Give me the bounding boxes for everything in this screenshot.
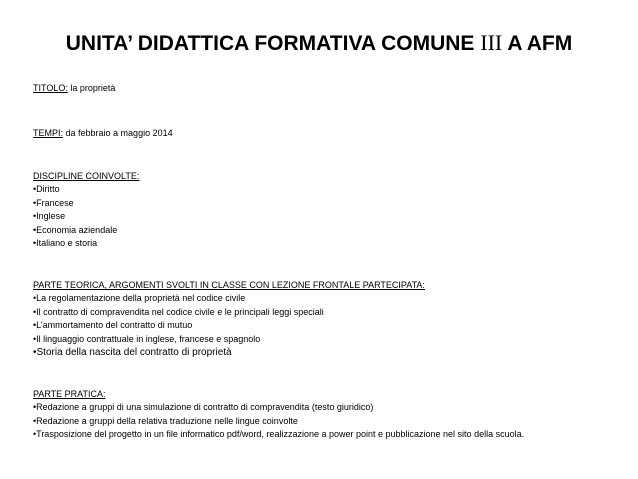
discipline-section [33,170,139,250]
list-item: •Redazione a gruppi di una simulazione di contratto di compravendita (testo giuridico) [33,402,374,413]
titolo-value: la proprietà [67,83,116,93]
list-item: •Il linguaggio contrattuale in inglese, francese e spagnolo [33,333,261,344]
slide-title [0,30,638,56]
title-text: UNITA’ DIDATTICA FORMATIVA COMUNE [65,32,481,55]
title-roman-numeral: III [480,30,503,55]
teorica-section [33,279,425,359]
list-item: •Trasposizione del progetto in un file informatico pdf/word, realizzazione a power point e pubblicazione nel sito della scuola. [33,429,525,440]
list-item: •Italiano e storia [33,238,98,249]
titolo-section [33,82,115,95]
discipline-label: DISCIPLINE COINVOLTE: [33,171,140,181]
tempi-value: da febbraio a maggio 2014 [63,128,173,138]
titolo-label: TITOLO: [33,83,68,93]
list-item: •Il contratto di compravendita nel codice civile e le principali leggi speciali [33,306,324,317]
title-suffix: A AFM [502,32,573,55]
list-item: •L’ammortamento del contratto di mutuo [33,320,193,331]
list-item: •Francese [33,197,74,208]
list-item: •Storia della nascita del contratto di proprietà [33,347,232,359]
list-item: •Redazione a gruppi della relativa traduzione nelle lingue coinvolte [33,415,298,426]
list-item: •Diritto [33,184,60,195]
list-item: •Inglese [33,211,66,222]
tempi-section [33,127,173,140]
teorica-label: PARTE TEORICA, ARGOMENTI SVOLTI IN CLASSE CON LEZIONE FRONTALE PARTECIPATA: [33,280,425,290]
list-item: •Economia aziendale [33,224,118,235]
list-item: •La regolamentazione della proprietà nel codice civile [33,293,246,304]
pratica-label: PARTE PRATICA: [33,389,106,399]
pratica-section [33,388,593,442]
tempi-label: TEMPI: [33,128,64,138]
